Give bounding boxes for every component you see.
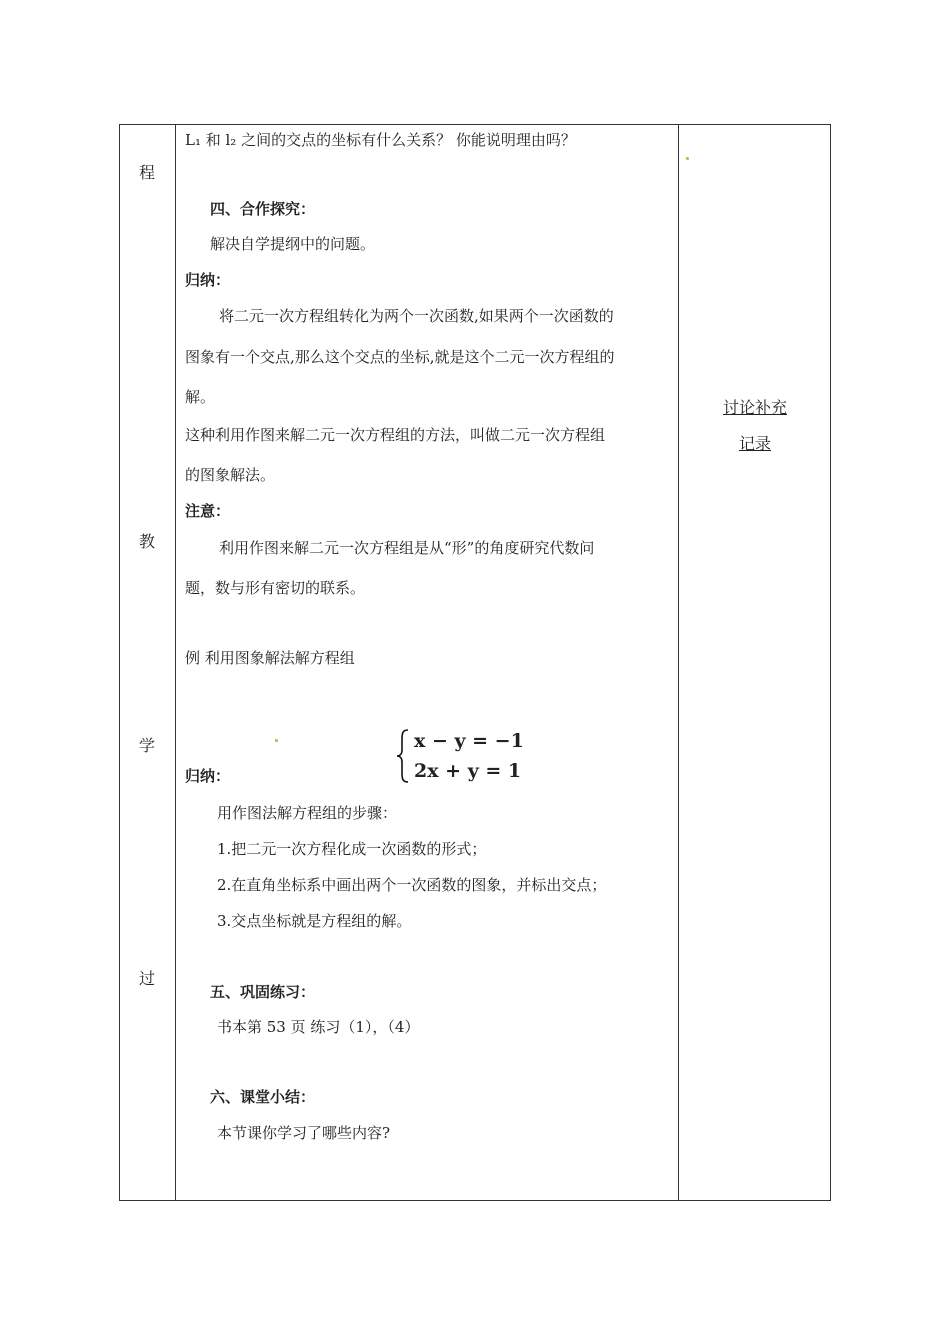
equation-row-2: 2x + y = 1 [414, 760, 522, 782]
summary-1-line-3: 解。 [185, 388, 216, 406]
left-label-char-1: 程 [139, 163, 156, 182]
section-4-text: 解决自学提纲中的问题。 [210, 235, 376, 253]
example-line: 例 利用图象解法解方程组 [185, 649, 355, 667]
step-2: 2.在直角坐标系中画出两个一次函数的图象，并标出交点； [217, 876, 607, 894]
method-line-1: 这种利用作图来解二元一次方程组的方法，叫做二元一次方程组 [185, 426, 606, 444]
section-6-title: 六、课堂小结： [210, 1088, 316, 1106]
artifact-dot [686, 157, 689, 160]
summary-1-line-2: 图象有一个交点,那么这个交点的坐标,就是这个二元一次方程组的 [185, 348, 615, 366]
note-label: 注意： [185, 502, 231, 520]
left-label-char-4: 过 [139, 969, 156, 988]
section-5-title: 五、巩固练习： [210, 983, 316, 1001]
intro-line: L₁ 和 l₂ 之间的交点的坐标有什么关系？ 你能说明理由吗？ [185, 131, 576, 149]
left-label-char-2: 教 [139, 532, 156, 551]
equation-row-1: x − y = −1 [414, 730, 524, 752]
steps-title: 用作图法解方程组的步骤： [217, 804, 398, 822]
column-divider-right [678, 124, 679, 1201]
summary-1-label: 归纳： [185, 271, 231, 289]
method-line-2: 的图象解法。 [185, 466, 276, 484]
left-brace-icon [396, 728, 410, 784]
section-6-text: 本节课你学习了哪些内容? [217, 1124, 391, 1142]
discussion-note-line-1: 讨论补充 [722, 398, 787, 417]
discussion-note-line-2: 记录 [738, 434, 771, 453]
left-label-char-3: 学 [139, 736, 156, 755]
step-3: 3.交点坐标就是方程组的解。 [217, 912, 412, 930]
step-1: 1.把二元一次方程化成一次函数的形式； [217, 840, 487, 858]
summary-1-line-1: 将二元一次方程组转化为两个一次函数,如果两个一次函数的 [219, 307, 614, 325]
section-5-text: 书本第 53 页 练习（1），（4） [217, 1018, 420, 1036]
note-line-2: 题，数与形有密切的联系。 [185, 579, 366, 597]
artifact-dot [275, 739, 278, 742]
summary-2-label: 归纳： [185, 767, 231, 785]
column-divider-left [175, 124, 176, 1201]
note-line-1: 利用作图来解二元一次方程组是从“形”的角度研究代数问 [219, 539, 595, 557]
section-4-title: 四、合作探究： [210, 200, 316, 218]
